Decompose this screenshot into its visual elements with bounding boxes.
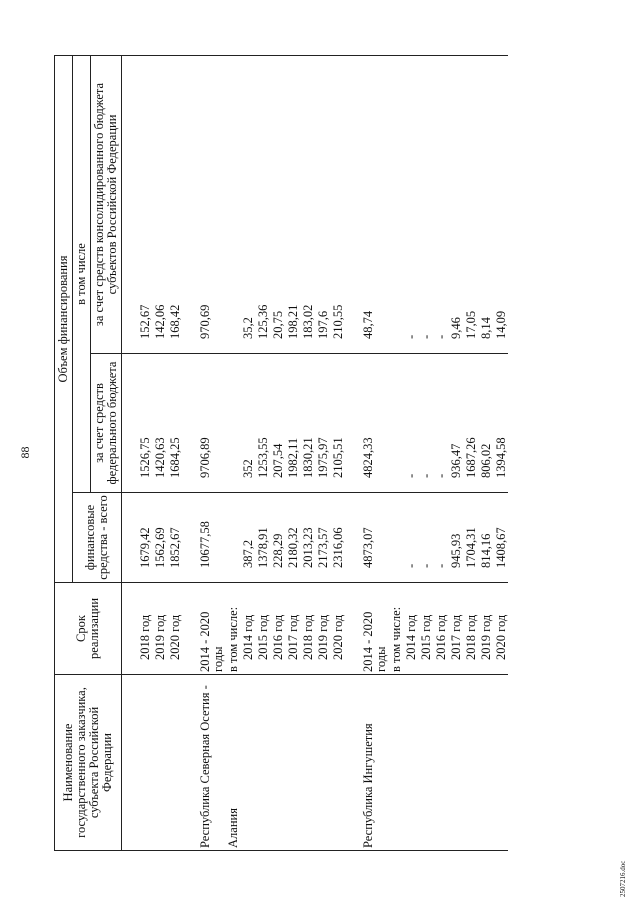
table-cell: 2016 год	[433, 583, 448, 675]
table-cell	[255, 675, 270, 851]
table-row	[255, 56, 270, 851]
table-cell: -	[403, 493, 418, 583]
table-cell	[122, 354, 138, 493]
table-cell: 970,69	[197, 56, 225, 354]
table-cell: 207,54	[270, 354, 285, 493]
table-cell: 2316,06	[330, 493, 345, 583]
table-cell	[345, 675, 360, 851]
table-row	[478, 56, 493, 851]
table-cell: 2018 год	[463, 583, 478, 675]
table-cell: 17,05	[463, 56, 478, 354]
table-row	[388, 56, 403, 851]
table-cell: 142,06	[152, 56, 167, 354]
table-cell: 2105,51	[330, 354, 345, 493]
header-funding: Объем финансирования	[55, 56, 73, 583]
table-cell: 352	[240, 354, 255, 493]
table-cell: 125,36	[255, 56, 270, 354]
table-cell: Алания	[225, 675, 240, 851]
table-cell	[182, 675, 197, 851]
table-cell: 2019 год	[152, 583, 167, 675]
table-cell: 1975,97	[315, 354, 330, 493]
table-row	[137, 56, 152, 851]
table-cell	[345, 56, 360, 354]
table-cell	[225, 493, 240, 583]
table-cell: 1684,25	[167, 354, 182, 493]
table-cell	[433, 675, 448, 851]
table-cell: 228,29	[270, 493, 285, 583]
table-cell: в том числе:	[388, 583, 403, 675]
table-cell	[182, 583, 197, 675]
table-cell	[448, 675, 463, 851]
table-cell: 2016 год	[270, 583, 285, 675]
table-row	[167, 56, 182, 851]
header-term: Срок реализации	[55, 583, 122, 675]
table-cell	[122, 56, 138, 354]
table-cell	[167, 675, 182, 851]
table-cell	[388, 354, 403, 493]
table-cell: 152,67	[137, 56, 152, 354]
table-cell	[225, 354, 240, 493]
table-cell	[285, 675, 300, 851]
table-cell: 35,2	[240, 56, 255, 354]
table-cell: 9,46	[448, 56, 463, 354]
table-cell: -	[433, 493, 448, 583]
table-cell	[137, 675, 152, 851]
table-cell	[345, 493, 360, 583]
table-cell	[122, 493, 138, 583]
header-name: Наименование государственного заказчика, субъекта Российской Федерации	[55, 675, 122, 851]
table-cell: -	[433, 354, 448, 493]
header-total: финансовые средства - всего	[73, 493, 122, 583]
table-cell: -	[418, 354, 433, 493]
table-cell: 4873,07	[360, 493, 388, 583]
table-row	[122, 56, 138, 851]
table-cell	[122, 583, 138, 675]
page-number: 88	[18, 446, 32, 459]
table-cell: -	[418, 493, 433, 583]
table-cell: 2013,23	[300, 493, 315, 583]
table-cell	[403, 675, 418, 851]
table-cell: 2180,32	[285, 493, 300, 583]
table-row	[197, 56, 225, 851]
table-cell	[152, 675, 167, 851]
table-cell: 2019 год	[478, 583, 493, 675]
table-cell: 814,16	[478, 493, 493, 583]
table-cell: 20,75	[270, 56, 285, 354]
table-cell	[122, 675, 138, 851]
table-cell: 1526,75	[137, 354, 152, 493]
table-cell: 9706,89	[197, 354, 225, 493]
table-cell: 1420,63	[152, 354, 167, 493]
table-cell: 1704,31	[463, 493, 478, 583]
table-cell	[345, 583, 360, 675]
table-cell: 1253,55	[255, 354, 270, 493]
table-cell: 2014 год	[240, 583, 255, 675]
table-cell: 806,02	[478, 354, 493, 493]
table-body	[122, 56, 509, 851]
table-cell: 2020 год	[493, 583, 508, 675]
table-cell: 8,14	[478, 56, 493, 354]
table-cell: 2015 год	[418, 583, 433, 675]
table-cell: 1408,67	[493, 493, 508, 583]
table-cell: -	[433, 56, 448, 354]
table-cell: 2020 год	[167, 583, 182, 675]
table-cell: 198,21	[285, 56, 300, 354]
table-row	[240, 56, 255, 851]
table-cell: 2014 - 2020 годы	[360, 583, 388, 675]
table-row	[463, 56, 478, 851]
file-footer: 2507216.doc	[619, 860, 627, 897]
table-cell: 936,47	[448, 354, 463, 493]
table-cell	[315, 675, 330, 851]
table-row	[360, 56, 388, 851]
table-cell	[418, 675, 433, 851]
table-cell	[182, 493, 197, 583]
table-cell	[300, 675, 315, 851]
table-row	[225, 56, 240, 851]
table-cell: 2173,57	[315, 493, 330, 583]
table-cell: в том числе:	[225, 583, 240, 675]
table-cell	[388, 675, 403, 851]
table-cell	[478, 675, 493, 851]
table-cell: 1394,58	[493, 354, 508, 493]
header-including: в том числе	[73, 56, 91, 493]
table-cell: 1830,21	[300, 354, 315, 493]
header-federal: за счет средств федерального бюджета	[91, 354, 122, 493]
table-cell: 1687,26	[463, 354, 478, 493]
table-cell	[182, 56, 197, 354]
table-cell: 2020 год	[330, 583, 345, 675]
table-cell: 10677,58	[197, 493, 225, 583]
table-cell: 14,09	[493, 56, 508, 354]
table-row	[300, 56, 315, 851]
table-cell: 1378,91	[255, 493, 270, 583]
table-cell: 2014 - 2020 годы	[197, 583, 225, 675]
table-cell: 2014 год	[403, 583, 418, 675]
table-cell: 48,74	[360, 56, 388, 354]
table-cell: 2018 год	[300, 583, 315, 675]
table-cell: 1562,69	[152, 493, 167, 583]
table-cell	[182, 354, 197, 493]
table-row	[182, 56, 197, 851]
table-cell: -	[403, 56, 418, 354]
table-row	[285, 56, 300, 851]
table-row	[330, 56, 345, 851]
funding-table	[54, 55, 508, 851]
table-cell: 2018 год	[137, 583, 152, 675]
table-row	[270, 56, 285, 851]
table-cell: 2019 год	[315, 583, 330, 675]
table-cell: Республика Северная Осетия -	[197, 675, 225, 851]
table-row	[345, 56, 360, 851]
table-row	[448, 56, 463, 851]
table-cell	[345, 354, 360, 493]
table-row	[315, 56, 330, 851]
table-cell	[463, 675, 478, 851]
table-cell	[493, 675, 508, 851]
table-cell	[388, 56, 403, 354]
table-cell	[330, 675, 345, 851]
table-row	[433, 56, 448, 851]
table-cell	[225, 56, 240, 354]
table-cell: 183,02	[300, 56, 315, 354]
table-cell	[270, 675, 285, 851]
table-cell: Республика Ингушетия	[360, 675, 388, 851]
table-cell	[388, 493, 403, 583]
table-cell	[240, 675, 255, 851]
table-header	[55, 56, 122, 851]
table-cell: 210,55	[330, 56, 345, 354]
table-row	[403, 56, 418, 851]
table-cell: 2015 год	[255, 583, 270, 675]
table-row	[152, 56, 167, 851]
table-cell: 2017 год	[448, 583, 463, 675]
header-regional: за счет средств консолидированного бюджета субъектов Российской Федерации	[91, 56, 122, 354]
table-cell: 387,2	[240, 493, 255, 583]
table-cell: 4824,33	[360, 354, 388, 493]
table-row	[493, 56, 508, 851]
table-cell: -	[403, 354, 418, 493]
table-cell: -	[418, 56, 433, 354]
table-row	[418, 56, 433, 851]
table-cell: 197,6	[315, 56, 330, 354]
table-cell: 945,93	[448, 493, 463, 583]
table-cell: 168,42	[167, 56, 182, 354]
table-cell: 1679,42	[137, 493, 152, 583]
table-cell: 1982,11	[285, 354, 300, 493]
table-cell: 2017 год	[285, 583, 300, 675]
table-cell: 1852,67	[167, 493, 182, 583]
